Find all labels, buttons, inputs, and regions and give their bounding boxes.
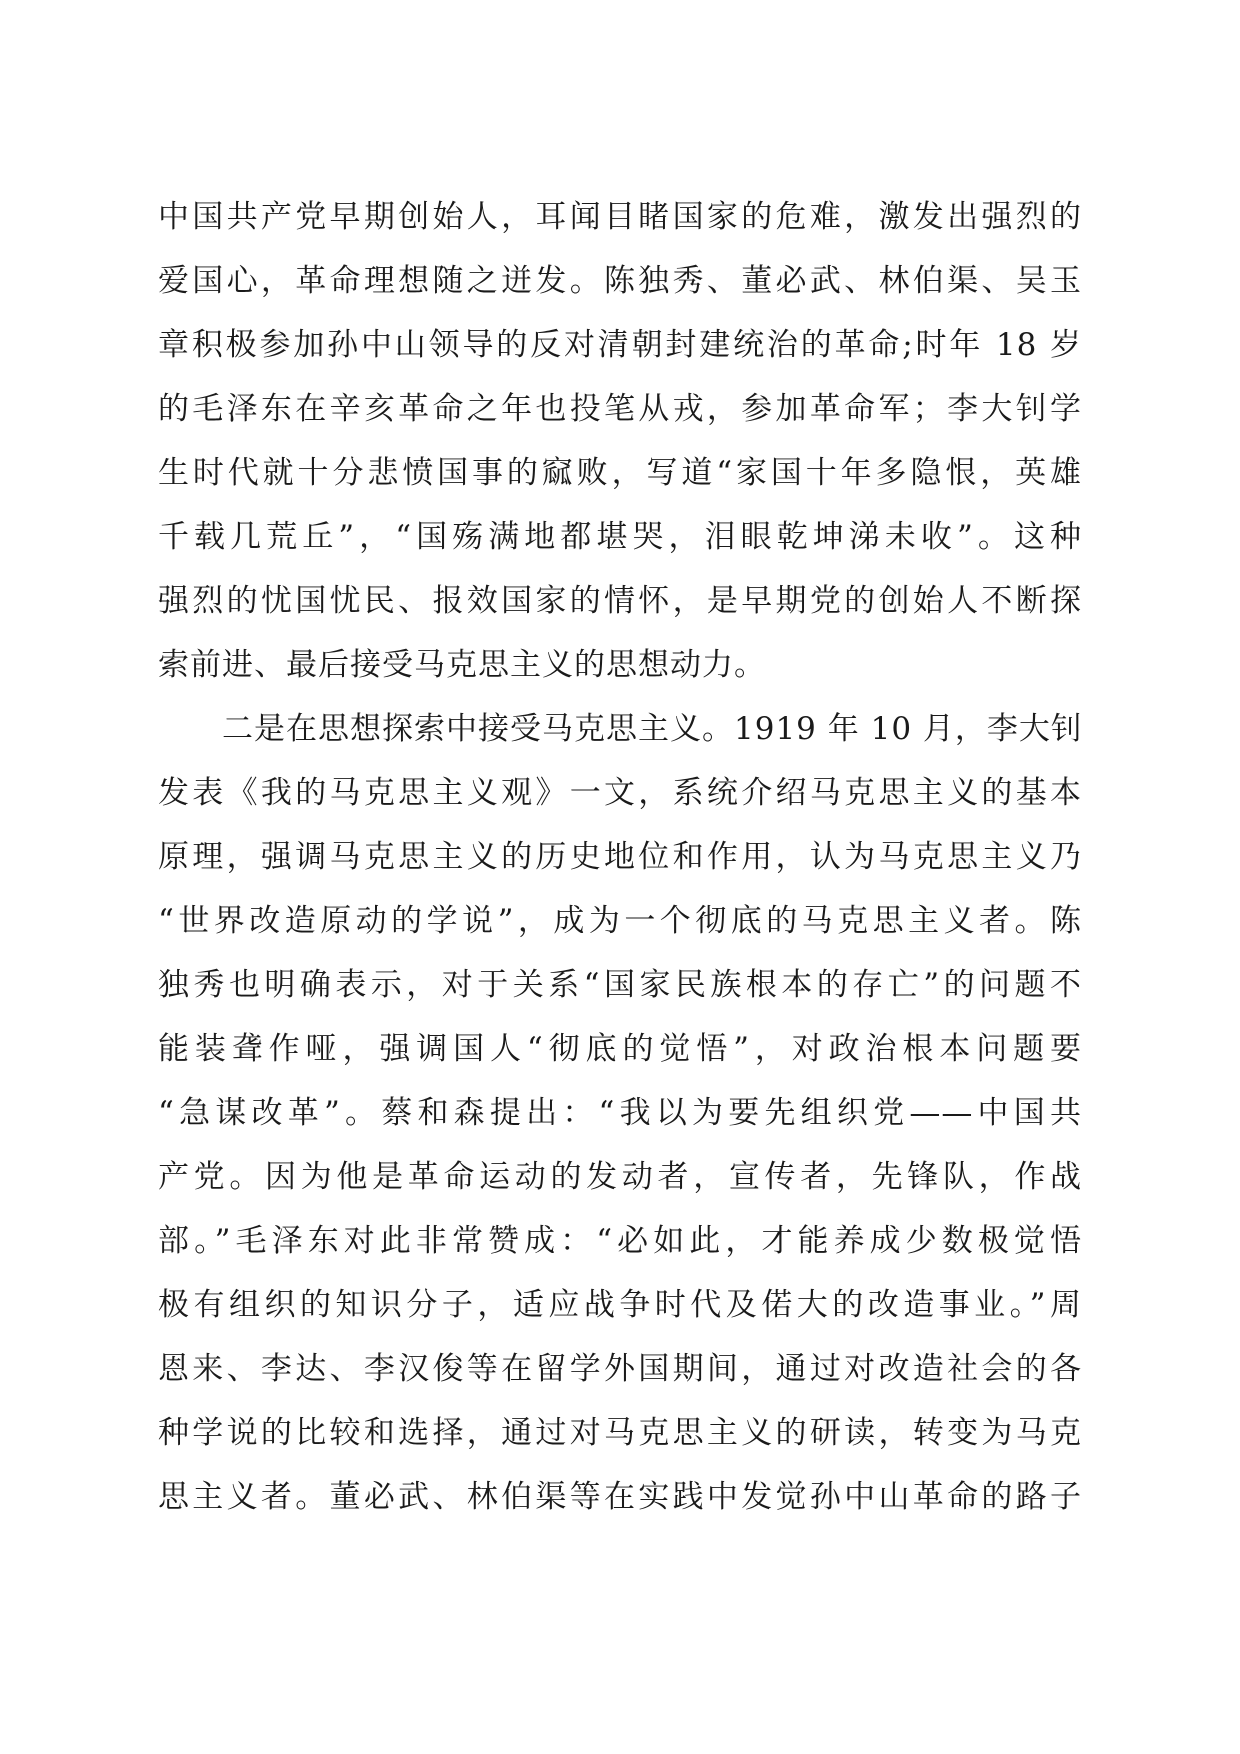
text-line: 恩来、李达、李汉俊等在留学外国期间，通过对改造社会的各	[158, 1351, 1082, 1387]
text-line: 能装聋作哑，强调国人“彻底的觉悟”，对政治根本问题要	[158, 1031, 1082, 1067]
text-line: 生时代就十分悲愤国事的窳败，写道“家国十年多隐恨，英雄	[158, 455, 1082, 491]
text-line: 思主义者。董必武、林伯渠等在实践中发觉孙中山革命的路子	[158, 1479, 1082, 1515]
text-line: 部。”毛泽东对此非常赞成：“必如此，才能养成少数极觉悟	[158, 1223, 1082, 1259]
text-line: 强烈的忧国忧民、报效国家的情怀，是早期党的创始人不断探	[158, 583, 1082, 619]
text-line: 产党。因为他是革命运动的发动者，宣传者，先锋队，作战	[158, 1159, 1082, 1195]
text-line: 章积极参加孙中山领导的反对清朝封建统治的革命;时年 18 岁	[158, 327, 1082, 363]
text-line: 爱国心，革命理想随之迸发。陈独秀、董必武、林伯渠、吴玉	[158, 263, 1082, 299]
text-line: 原理，强调马克思主义的历史地位和作用，认为马克思主义乃	[158, 839, 1082, 875]
paragraph-first-line: 二是在思想探索中接受马克思主义。1919 年 10 月，李大钊	[222, 711, 1083, 747]
text-line: 独秀也明确表示，对于关系“国家民族根本的存亡”的问题不	[158, 967, 1082, 1003]
text-line: 发表《我的马克思主义观》一文，系统介绍马克思主义的基本	[158, 775, 1082, 811]
text-line: “世界改造原动的学说”，成为一个彻底的马克思主义者。陈	[158, 903, 1082, 939]
paragraph-last-line: 索前进、最后接受马克思主义的思想动力。	[158, 647, 766, 683]
text-line: “急谋改革”。蔡和森提出：“我以为要先组织党——中国共	[158, 1095, 1082, 1131]
text-line: 种学说的比较和选择，通过对马克思主义的研读，转变为马克	[158, 1415, 1082, 1451]
text-line: 极有组织的知识分子，适应战争时代及偌大的改造事业。”周	[158, 1287, 1082, 1323]
text-line: 的毛泽东在辛亥革命之年也投笔从戎，参加革命军；李大钊学	[158, 391, 1082, 427]
body-text	[158, 185, 1082, 1529]
text-line: 千载几荒丘”，“国殇满地都堪哭，泪眼乾坤涕未收”。这种	[158, 519, 1082, 555]
text-line: 中国共产党早期创始人，耳闻目睹国家的危难，激发出强烈的	[158, 199, 1082, 235]
